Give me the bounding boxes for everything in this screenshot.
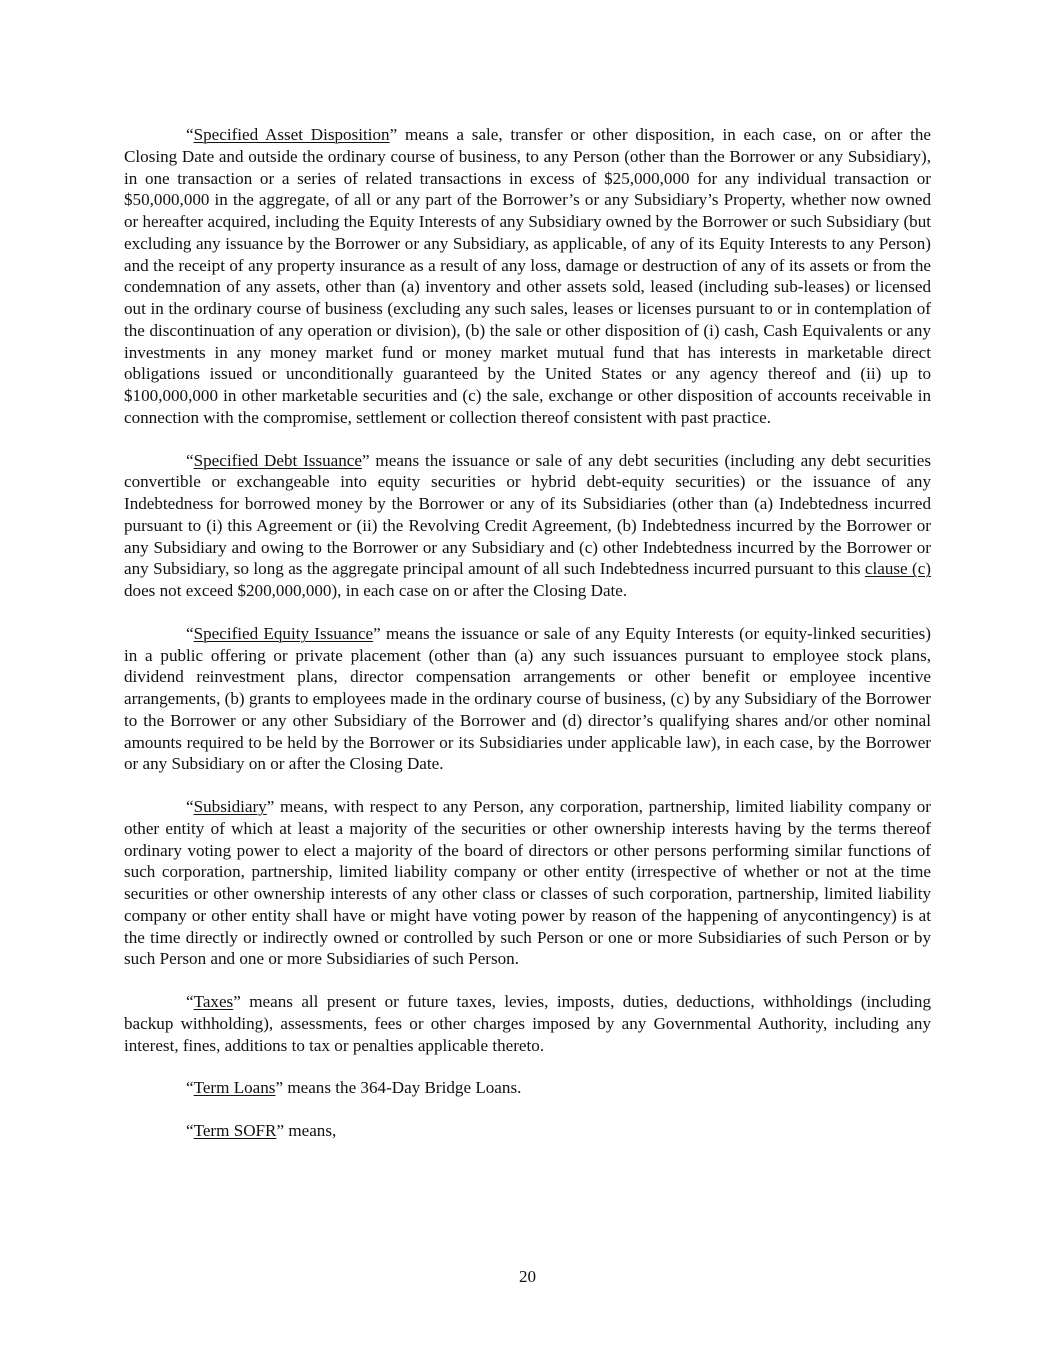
close-quote: ”: [276, 1121, 285, 1140]
close-quote: ”: [389, 125, 398, 144]
definition-term-loans: [124, 1077, 931, 1099]
document-page: [124, 124, 931, 1163]
clause-reference: clause (c): [864, 559, 931, 579]
definition-text: means,: [284, 1121, 337, 1140]
definition-specified-asset-disposition: [124, 124, 931, 429]
definition-term-sofr: [124, 1120, 931, 1142]
definition-text: means the issuance or sale of any Equity Interests (or equity-linked securities) in a public offering or private placement (other than (a) any such issuances pursuant to employee stock plans, dividend reinvestment plans, director compensation arrangements or other benefit or employee incentive arrangements, (b) grants to employees made in the ordinary course of business, (c) by any Subsidiary of the Borrower to the Borrower or any other Subsidiary of the Borrower and (d) director’s qualifying shares and/or other nominal amounts required to be held by the Borrower or its Subsidiaries under applicable law), in each case, by the Borrower or any Subsidiary on or after the Closing Date.: [124, 623, 931, 774]
open-quote: “: [186, 1078, 194, 1098]
definition-taxes: [124, 991, 931, 1056]
defined-term: Term SOFR: [193, 1121, 277, 1140]
open-quote: “: [186, 623, 194, 643]
definition-text: means the 364-Day Bridge Loans.: [283, 1078, 522, 1098]
close-quote: ”: [275, 1078, 284, 1098]
close-quote: ”: [266, 797, 275, 816]
defined-term: Term Loans: [193, 1078, 276, 1098]
definition-text: means the issuance or sale of any debt securities (including any debt securities convertible or exchangeable into equity securities or hybrid debt-equity securities) or the issuance of any Indebtedness for borrowed money by the Borrower or any of its Subsidiaries (other than (a) Indebtedness incurred pursuant to (i) this Agreement or (ii) the Revolving Credit Agreement, (b) Indebtedness incurred by the Borrower or any Subsidiary and owing to the Borrower or any Subsidiary and (c) other Indebtedness incurred by the Borrower or any Subsidiary, so long as the aggregate principal amount of all such Indebtedness incurred pursuant to this: [124, 450, 931, 579]
defined-term: Specified Debt Issuance: [193, 450, 362, 470]
close-quote: ”: [373, 623, 381, 643]
open-quote: “: [186, 125, 194, 144]
definition-text: means all present or future taxes, levies, imposts, duties, deductions, withholdings (including backup withholding), assessments, fees or other charges imposed by any Governmental Authority, including any interest, fines, additions to tax or penalties applicable thereto.: [124, 992, 931, 1055]
defined-term: Specified Asset Disposition: [193, 125, 390, 144]
definition-specified-debt-issuance: [124, 450, 931, 602]
definition-specified-equity-issuance: [124, 623, 931, 775]
open-quote: “: [186, 797, 194, 816]
definition-subsidiary: [124, 796, 931, 970]
close-quote: ”: [233, 992, 241, 1011]
defined-term: Taxes: [193, 992, 234, 1011]
page-number: 20: [518, 1267, 537, 1286]
close-quote: ”: [361, 450, 370, 470]
definition-text: means a sale, transfer or other disposition, in each case, on or after the Closing Date and outside the ordinary course of business, to any Person (other than the Borrower or any Subsidiary), in one transaction or a series of related transactions in excess of $25,000,000 for any individual transaction or $50,000,000 in the aggregate, of all or any part of the Borrower’s or any Subsidiary’s Property, whether now owned or hereafter acquired, including the Equity Interests of any Subsidiary owned by the Borrower or such Subsidiary (but excluding any issuance by the Borrower or any Subsidiary, as applicable, of any of its Equity Interests to any Person) and the receipt of any property insurance as a result of any loss, damage or destruction of any of its assets or from the condemnation of any assets, other than (a) inventory and other assets sold, leased (including sub-leases) or licensed out in the ordinary course of business (excluding any such sales, leases or licenses pursuant to or in contemplation of the discontinuation of any operation or division), (b) the sale or other disposition of (i) cash, Cash Equivalents or any investments in any money market fund or money market mutual fund that has interests in marketable direct obligations issued or unconditionally guaranteed by the United States or any agency thereof and (ii) up to $100,000,000 in other marketable securities and (c) the sale, exchange or other disposition of accounts receivable in connection with the compromise, settlement or collection thereof consistent with past practice.: [124, 125, 931, 427]
definition-text: means, with respect to any Person, any corporation, partnership, limited liability company or other entity of which at least a majority of the securities or other ownership interests having by the terms thereof ordinary voting power to elect a majority of the board of directors or other persons performing similar functions of such corporation, partnership, limited liability company or other entity (irrespective of whether or not at the time securities or other ownership interests of any other class or classes of such corporation, partnership, limited liability company or other entity shall have or might have voting power by reason of the happening of anycontingency) is at the time directly or indirectly owned or controlled by such Person or one or more Subsidiaries of such Person or by such Person and one or more Subsidiaries of such Person.: [124, 797, 931, 969]
definition-text-continued: does not exceed $200,000,000), in each case on or after the Closing Date.: [124, 581, 628, 600]
open-quote: “: [186, 992, 194, 1011]
defined-term: Subsidiary: [193, 797, 267, 816]
open-quote: “: [186, 1121, 194, 1140]
open-quote: “: [186, 450, 194, 470]
defined-term: Specified Equity Issuance: [193, 623, 374, 643]
